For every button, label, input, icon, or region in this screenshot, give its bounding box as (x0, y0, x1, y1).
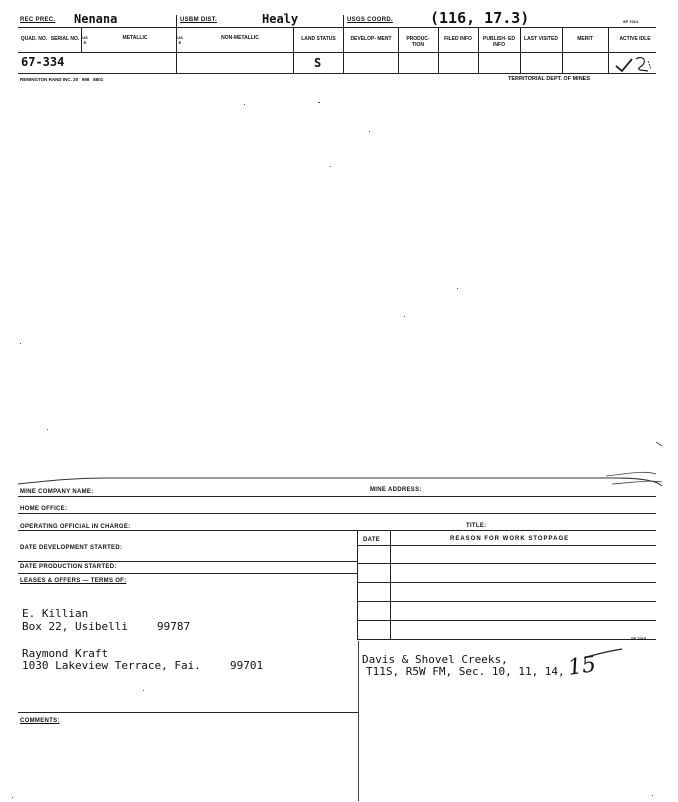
checkmark-handwritten-icon (610, 53, 656, 73)
operating-official-label: OPERATING OFFICIAL IN CHARGE: (20, 524, 131, 530)
location-line-2: T11S, R5W FM, Sec. 10, 11, 14, (366, 665, 565, 678)
production-header: PRODUC- TION (406, 36, 430, 48)
last-visited-header: LAST VISITED (524, 36, 558, 42)
use-header-2: USE (177, 35, 183, 45)
rec-prec-label: REC PREC. (20, 17, 56, 23)
quad-no-header: QUAD. NO. (20, 36, 48, 42)
lessee-address: Box 22, Usibelli (22, 620, 128, 633)
use-header: USE (82, 35, 88, 45)
usgs-coord-value: (116, 17.3) (430, 9, 530, 27)
land-status-header: LAND STATUS (301, 36, 336, 42)
filed-info-header: FILED INFO (444, 36, 472, 42)
lessee-zip: 99787 (157, 620, 191, 633)
active-idle-header: ACTIVE IDLE (619, 36, 651, 42)
form-number-bottom: SF 7015 (631, 636, 647, 641)
lessee-zip: 99701 (230, 659, 264, 672)
title-label: TITLE: (466, 523, 487, 529)
date-production-started-label: DATE PRODUCTION STARTED: (20, 564, 117, 570)
quad-value: 67-334 (21, 55, 65, 69)
stoppage-reason-header: REASON FOR WORK STOPPAGE (450, 536, 570, 542)
footer-left: REMINGTON RAND INC. 20 998 8801 (20, 77, 104, 82)
handwritten-stroke (576, 648, 624, 662)
land-status-value: S (314, 56, 322, 70)
stoppage-date-header: DATE (363, 537, 381, 543)
metallic-header: METALLIC (122, 35, 148, 41)
mine-address-label: MINE ADDRESS: (370, 487, 422, 493)
location-handwritten-number: 15 (566, 652, 598, 681)
rec-prec-value: Nenana (74, 12, 118, 26)
date-development-started-label: DATE DEVELOPMENT STARTED: (20, 545, 123, 551)
non-metallic-header: NON-METALLIC (221, 35, 259, 41)
lessee-name: E. Killian (22, 607, 89, 620)
comments-label: COMMENTS: (20, 718, 60, 724)
usbm-dist-value: Healy (262, 12, 299, 26)
torn-edge (16, 440, 664, 490)
mine-company-name-label: MINE COMPANY NAME: (20, 489, 94, 495)
footer-right: TERRITORIAL DEPT. OF MINES (508, 76, 590, 82)
form-number-top: SF 7014 (623, 19, 639, 24)
serial-no-header: SERIAL NO. (50, 36, 80, 42)
merit-header: MERIT (577, 36, 593, 42)
lessee-address: 1030 Lakeview Terrace, Fai. (22, 659, 201, 672)
location-line-1: Davis & Shovel Creeks, (362, 653, 508, 666)
usgs-coord-label: USGS COORD. (347, 17, 393, 23)
leases-offers-label: LEASES & OFFERS — TERMS OF: (20, 578, 127, 584)
lessee-name: Raymond Kraft (22, 647, 109, 660)
published-info-header: PUBLISH- ED INFO (483, 36, 515, 48)
usbm-dist-label: USBM DIST. (180, 17, 218, 23)
development-header: DEVELOP- MENT (350, 36, 392, 42)
home-office-label: HOME OFFICE: (20, 506, 68, 512)
